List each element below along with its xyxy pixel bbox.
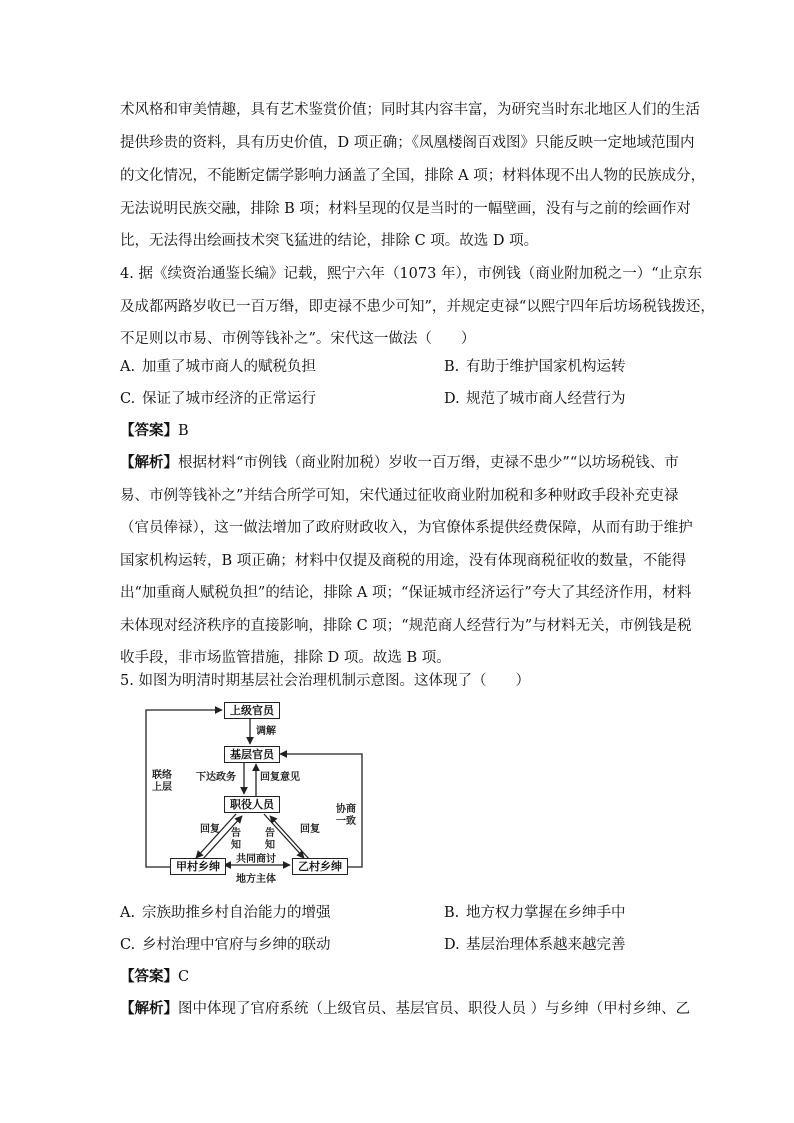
box-gentry-b: 乙村乡绅 bbox=[292, 858, 348, 875]
q4-analysis-line: 出“加重商人赋税负担”的结论，排除 A 项；“保证城市经济运行”夸大了其经济作用，材料 bbox=[120, 585, 692, 601]
q4-analysis-line: （官员俸禄），这一做法增加了政府财政收入，为官僚体系提供经费保障，从而有助于维护 bbox=[120, 520, 693, 536]
q4-stem-line: 4. 据《续资治通鉴长编》记载，熙宁六年（1073 年），市例钱（商业附加税之一）“止京东 bbox=[120, 266, 703, 282]
option-text: 基层治理体系越来越完善 bbox=[466, 937, 626, 953]
option-label: D. bbox=[444, 937, 460, 953]
q4-answer bbox=[120, 421, 189, 441]
governance-diagram bbox=[140, 698, 380, 888]
label-consult: 协商一致 bbox=[336, 804, 356, 827]
label-contact-upper: 联络上层 bbox=[152, 770, 172, 793]
q4-analysis-line bbox=[120, 453, 679, 473]
q5-stem: 5. 如图为明清时期基层社会治理机制示意图。这体现了（ ） bbox=[120, 673, 530, 689]
label-issue: 下达政务 bbox=[196, 772, 236, 783]
answer-tag: 【答案】 bbox=[120, 422, 178, 439]
option-label: A. bbox=[120, 905, 136, 921]
option-label: C. bbox=[120, 391, 136, 407]
label-notify-left: 告知 bbox=[231, 828, 241, 851]
option-label: D. bbox=[444, 391, 460, 407]
answer-tag: 【答案】 bbox=[120, 968, 178, 985]
q4-stem-line: 不足则以市易、市例等钱补之”。宋代这一做法（ ） bbox=[120, 331, 476, 347]
q5-analysis-line bbox=[120, 999, 690, 1019]
label-discuss: 共同商讨 bbox=[236, 854, 276, 865]
paragraph-line: 的文化情况，不能断定儒学影响力涵盖了全国，排除 A 项；材料体现不出人物的民族成分， bbox=[120, 168, 706, 184]
option-text: 有助于维护国家机构运转 bbox=[466, 359, 626, 375]
paragraph-line: 比，无法得出绘画技术突飞猛进的结论，排除 C 项。故选 D 项。 bbox=[120, 233, 539, 249]
option-label: B. bbox=[444, 359, 460, 375]
option-label: C. bbox=[120, 937, 136, 953]
label-local-subject: 地方主体 bbox=[236, 874, 276, 885]
box-local-officials: 基层官员 bbox=[224, 746, 280, 763]
label-mediate: 调解 bbox=[256, 726, 276, 737]
box-gentry-a: 甲村乡绅 bbox=[170, 858, 226, 875]
paragraph-line: 无法说明民族交融，排除 B 项；材料呈现的仅是当时的一幅壁画，没有与之前的绘画作对 bbox=[120, 201, 691, 217]
option-text: 保证了城市经济的正常运行 bbox=[142, 391, 316, 407]
box-upper-officials: 上级官员 bbox=[224, 702, 280, 719]
analysis-text: 图中体现了官府系统（上级官员、基层官员、职役人员 ）与乡绅（甲村乡绅、乙 bbox=[178, 1001, 691, 1017]
q5-option-b bbox=[444, 903, 626, 923]
q5-option-c bbox=[120, 935, 331, 955]
option-text: 加重了城市商人的赋税负担 bbox=[142, 359, 316, 375]
q5-option-d bbox=[444, 935, 626, 955]
option-label: B. bbox=[444, 905, 460, 921]
q4-analysis-line: 易、市例等钱补之”并结合所学可知，宋代通过征收商业附加税和多种财政手段补充吏禄 bbox=[120, 488, 679, 504]
q5-answer bbox=[120, 967, 189, 987]
option-text: 宗族助推乡村自治能力的增强 bbox=[142, 905, 331, 921]
analysis-tag: 【解析】 bbox=[120, 454, 178, 471]
q4-analysis-line: 国家机构运转，B 项正确；材料中仅提及商税的用途，没有体现商税征收的数量，不能得 bbox=[120, 553, 687, 569]
label-reply-right: 回复 bbox=[300, 824, 320, 835]
q4-option-a bbox=[120, 357, 316, 377]
option-text: 规范了城市商人经营行为 bbox=[466, 391, 626, 407]
paragraph-line: 术风格和审美情趣，具有艺术鉴赏价值；同时其内容丰富，为研究当时东北地区人们的生活 bbox=[120, 102, 700, 118]
q4-option-c bbox=[120, 389, 316, 409]
label-notify-right: 告知 bbox=[265, 828, 275, 851]
q4-analysis-line: 未体现对经济秩序的直接影响，排除 C 项；“规范商人经营行为”与材料无关，市例钱是税 bbox=[120, 618, 692, 634]
label-reply-opinion: 回复意见 bbox=[260, 772, 300, 783]
option-text: 地方权力掌握在乡绅手中 bbox=[466, 905, 626, 921]
q5-option-a bbox=[120, 903, 331, 923]
paragraph-line: 提供珍贵的资料，具有历史价值，D 项正确；《凤凰楼阁百戏图》只能反映一定地域范围内 bbox=[120, 135, 695, 151]
label-reply-left: 回复 bbox=[200, 824, 220, 835]
q4-analysis-line: 收手段，非市场监管措施，排除 D 项。故选 B 项。 bbox=[120, 650, 451, 666]
q4-option-d bbox=[444, 389, 626, 409]
box-staff: 职役人员 bbox=[224, 796, 280, 813]
q4-stem-line: 及成都两路岁收已一百万缗，即吏禄不患少可知”，并规定吏禄“以熙宁四年后坊场税钱拨还， bbox=[120, 299, 715, 315]
option-label: A. bbox=[120, 359, 136, 375]
option-text: 乡村治理中官府与乡绅的联动 bbox=[142, 937, 331, 953]
q4-option-b bbox=[444, 357, 626, 377]
answer-value: C bbox=[178, 969, 190, 985]
analysis-text: 根据材料“市例钱（商业附加税）岁收一百万缗，吏禄不患少”“以坊场税钱、市 bbox=[178, 455, 679, 471]
reply-right-arrow bbox=[270, 816, 310, 860]
answer-value: B bbox=[178, 423, 189, 439]
analysis-tag: 【解析】 bbox=[120, 1000, 178, 1017]
